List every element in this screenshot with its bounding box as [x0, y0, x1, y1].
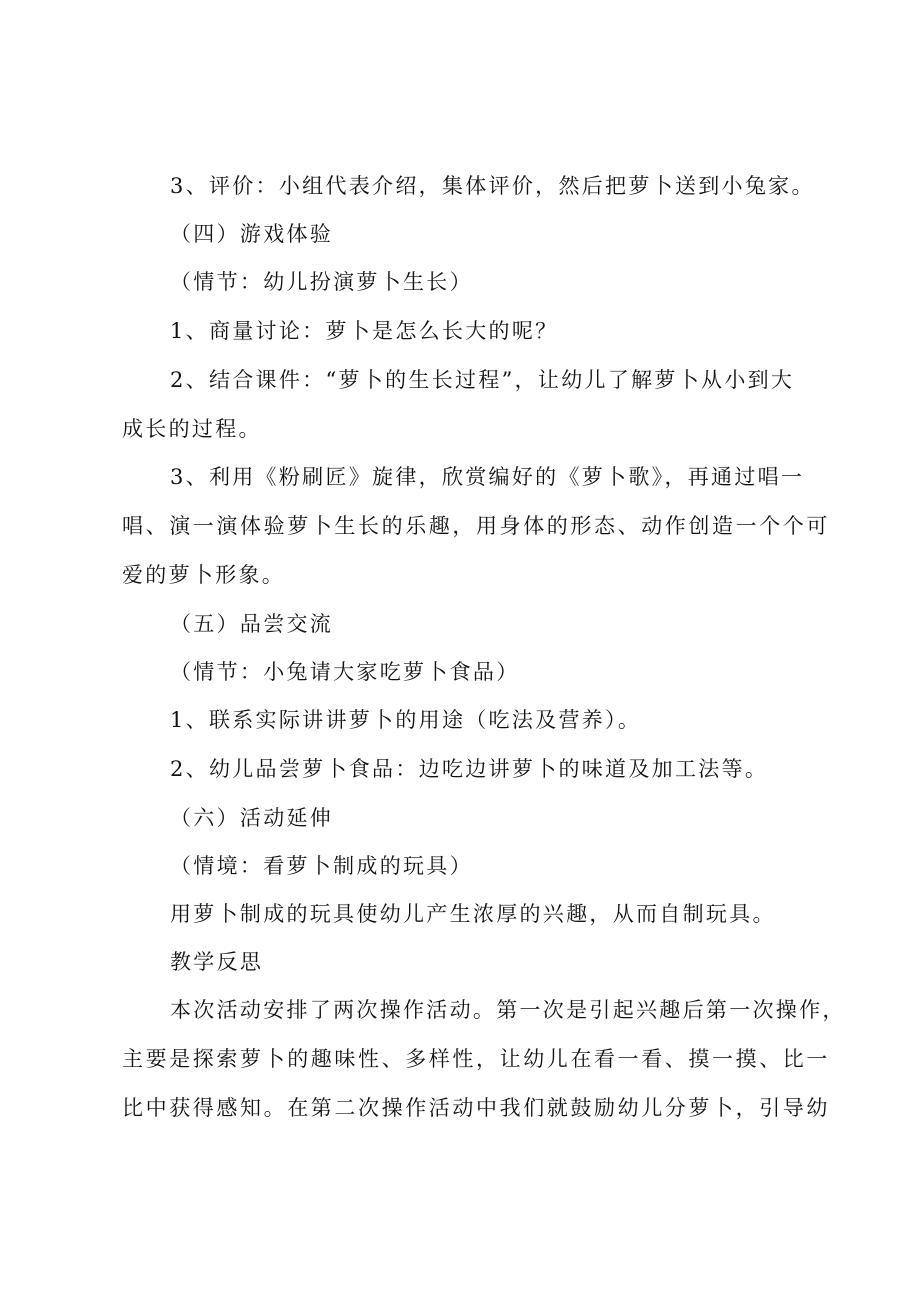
paragraph-reflection-line2: 主要是探索萝卜的趣味性、多样性，让幼儿在看一看、摸一摸、比一 [122, 1047, 830, 1071]
paragraph-reflection-line3: 比中获得感知。在第二次操作活动中我们就鼓励幼儿分萝卜，引导幼 [122, 1096, 830, 1120]
section-heading-extension: （六）活动延伸 [170, 806, 334, 830]
section-heading-reflection: 教学反思 [170, 950, 264, 974]
paragraph-melody-line1: 3、利用《粉刷匠》旋律，欣赏编好的《萝卜歌》，再通过唱一 [170, 465, 805, 489]
paragraph-uses: 1、联系实际讲讲萝卜的用途（吃法及营养）。 [170, 708, 642, 732]
plot-note-rabbit-treat: （情节：小兔请大家吃萝卜食品） [170, 660, 520, 684]
paragraph-courseware-line2: 成长的过程。 [122, 417, 262, 441]
paragraph-reflection-line1: 本次活动安排了两次操作活动。第一次是引起兴趣后第一次操作， [170, 998, 846, 1022]
paragraph-discussion: 1、商量讨论：萝卜是怎么长大的呢？ [170, 319, 559, 343]
paragraph-tasting: 2、幼儿品尝萝卜食品：边吃边讲萝卜的味道及加工法等。 [170, 757, 769, 781]
paragraph-melody-line3: 爱的萝卜形象。 [122, 563, 286, 587]
paragraph-melody-line2: 唱、演一演体验萝卜生长的乐趣，用身体的形态、动作创造一个个可 [122, 514, 830, 538]
plot-note-carrot-growth: （情节：幼儿扮演萝卜生长） [170, 270, 473, 294]
paragraph-evaluation: 3、评价：小组代表介绍，集体评价，然后把萝卜送到小兔家。 [170, 174, 815, 198]
section-heading-game-experience: （四）游戏体验 [170, 222, 334, 246]
paragraph-toys: 用萝卜制成的玩具使幼儿产生浓厚的兴趣，从而自制玩具。 [170, 902, 776, 926]
section-heading-tasting: （五）品尝交流 [170, 612, 334, 636]
paragraph-courseware-line1: 2、结合课件：“萝卜的生长过程”，让幼儿了解萝卜从小到大 [170, 368, 795, 392]
situation-note-toys: （情境：看萝卜制成的玩具） [170, 854, 473, 878]
